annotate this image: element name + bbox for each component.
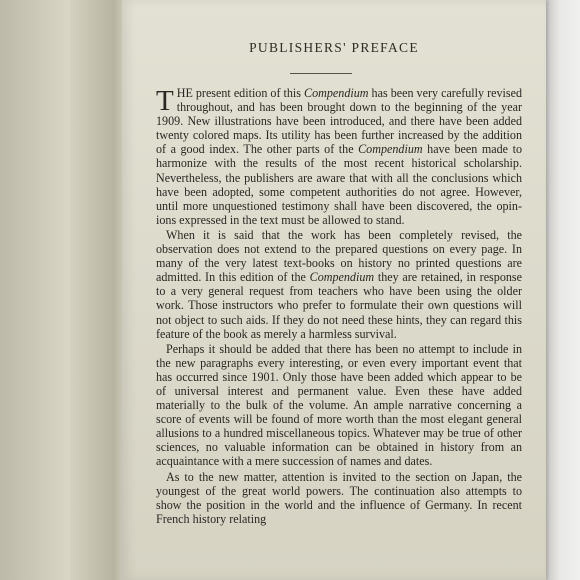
page-title: PUBLISHERS' PREFACE <box>249 40 419 55</box>
text-run: has been very carefully revised throughout, and has been brought down to the beginning of the year 1909. New illustrations have been introduced, and there have been added twenty colored maps. Its utility has been further increased by the addition of a good index. The other parts of the <box>156 86 522 157</box>
background-left <box>0 0 70 580</box>
paragraph <box>156 470 522 526</box>
background-right <box>546 0 580 580</box>
paragraph <box>156 342 522 469</box>
book-page <box>122 0 546 580</box>
preface-body <box>156 86 522 527</box>
text-run: Perhaps it should be added that there has been no attempt to include in the new paragraphs every interesting, or even every important event that has occurred since 1901. Only those have been added which appear to be of universal interest and permanent value. Even these have added materially to the bulk of the volume. An ample narrative concerning a score of events will be found of more worth than the most elegant general allusions to a hundred miscellaneous topics. Whatever may be true of other sciences, no valuable information can be obtained in history from an acquaintance with a mere succession of names and dates. <box>156 341 522 469</box>
book-gutter <box>70 0 122 580</box>
text-run: they are retained, in response to a very general request from teachers who have been using the older work. Those instructors who prefer to formulate their own questions will not object to such aids. If they do not need these hints, they can regard this feature of the book as merely a harmless survival. <box>156 270 522 341</box>
paragraph <box>156 228 522 341</box>
text-run: When it is said that the work has been completely revised, the observation does not extend to the prepared questions on every page. In many of the very latest text-books on history no printed questions are admitted. In this edition of the <box>156 227 522 285</box>
text-run: HE present edition of this <box>176 86 305 100</box>
italic-text: Compendium <box>304 86 369 100</box>
paragraph <box>156 86 522 227</box>
text-run: As to the new matter, attention is invited to the section on Japan, the youngest of the great world powers. The continuation also attempts to show the position in the world and the influence of Germany. In recent French history relating <box>156 469 522 526</box>
title-rule <box>290 73 352 74</box>
text-run: have been made to harmonize with the results of the most recent historical scholarship. Nevertheless, the publishers are aware that with all the conclusions which have been adopted, some competent authorities do not agree. However, until more unquestioned testimony shall have been discovered, the opinions expressed in the text must be allowed to stand. <box>156 142 522 227</box>
italic-text: Compendium <box>309 270 375 285</box>
drop-cap: T <box>156 85 174 117</box>
italic-text: Compendium <box>358 142 423 157</box>
